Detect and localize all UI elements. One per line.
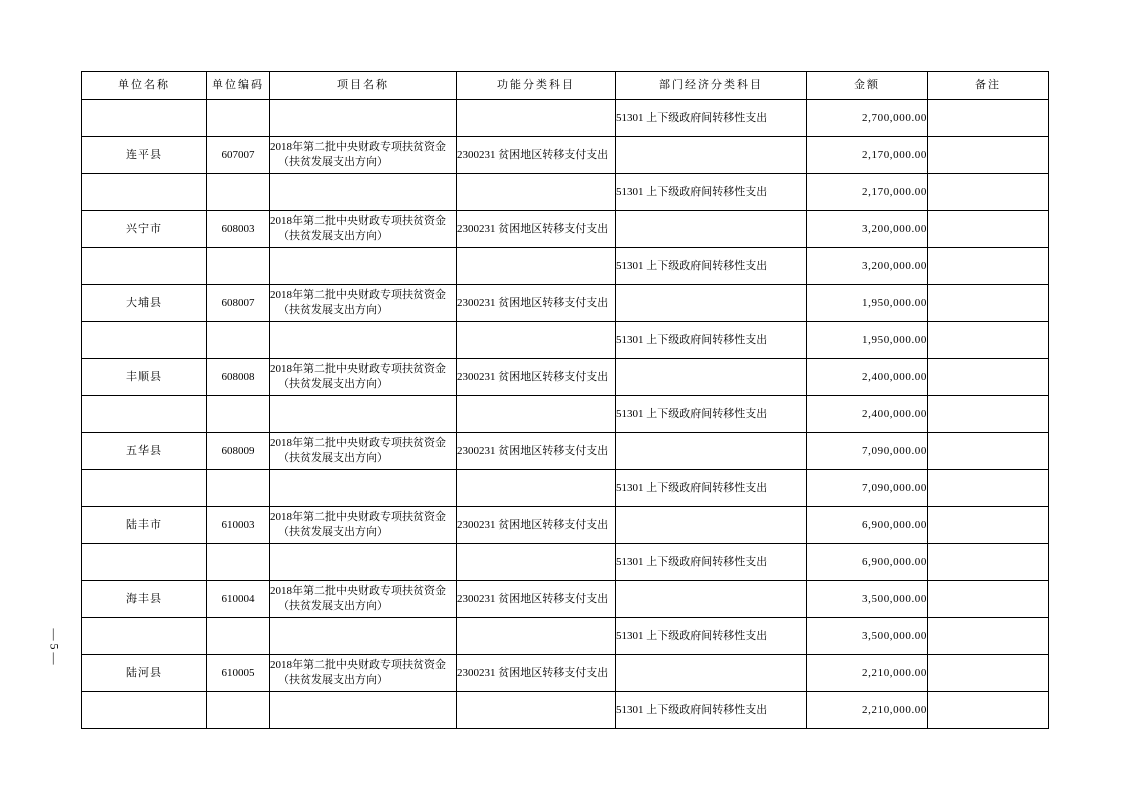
cell-amount: 3,500,000.00 bbox=[807, 581, 928, 618]
table-row bbox=[82, 581, 1049, 618]
table-row bbox=[82, 544, 1049, 581]
cell-unit-code: 608003 bbox=[207, 211, 270, 248]
cell-remark bbox=[928, 618, 1049, 655]
cell-economic-subject bbox=[616, 137, 807, 174]
project-name-line-2: （扶贫发展支出方向） bbox=[278, 156, 388, 168]
cell-economic-subject bbox=[616, 285, 807, 322]
cell-function-subject: 2300231 贫困地区转移支付支出 bbox=[457, 433, 616, 470]
project-name-line-2: （扶贫发展支出方向） bbox=[278, 230, 388, 242]
cell-unit-name: 兴宁市 bbox=[82, 211, 207, 248]
project-name-line-1: 2018年第二批中央财政专项扶贫资金 bbox=[270, 659, 446, 672]
cell-remark bbox=[928, 655, 1049, 692]
cell-function-subject: 2300231 贫困地区转移支付支出 bbox=[457, 211, 616, 248]
table-row bbox=[82, 507, 1049, 544]
cell-economic-subject: 51301 上下级政府间转移性支出 bbox=[616, 396, 807, 433]
cell-amount: 2,400,000.00 bbox=[807, 359, 928, 396]
table-row bbox=[82, 655, 1049, 692]
cell-amount: 7,090,000.00 bbox=[807, 470, 928, 507]
cell-economic-subject bbox=[616, 433, 807, 470]
cell-project-name bbox=[270, 581, 457, 618]
cell-project-name bbox=[270, 433, 457, 470]
cell-project-name bbox=[270, 100, 457, 137]
project-name-line-1: 2018年第二批中央财政专项扶贫资金 bbox=[270, 215, 446, 228]
project-name-line-1: 2018年第二批中央财政专项扶贫资金 bbox=[270, 141, 446, 154]
table-body bbox=[82, 100, 1049, 729]
project-name-line-1: 2018年第二批中央财政专项扶贫资金 bbox=[270, 585, 446, 598]
table-row bbox=[82, 322, 1049, 359]
allocation-table bbox=[81, 71, 1049, 729]
table-row bbox=[82, 618, 1049, 655]
cell-function-subject bbox=[457, 100, 616, 137]
cell-remark bbox=[928, 692, 1049, 729]
cell-project-name bbox=[270, 285, 457, 322]
cell-remark bbox=[928, 544, 1049, 581]
page-number: — 5 — bbox=[47, 628, 62, 665]
column-header-amount: 金额 bbox=[807, 72, 928, 100]
cell-economic-subject: 51301 上下级政府间转移性支出 bbox=[616, 100, 807, 137]
table-row bbox=[82, 248, 1049, 285]
cell-amount: 2,700,000.00 bbox=[807, 100, 928, 137]
cell-amount: 3,500,000.00 bbox=[807, 618, 928, 655]
cell-amount: 3,200,000.00 bbox=[807, 248, 928, 285]
cell-unit-code: 608007 bbox=[207, 285, 270, 322]
cell-amount: 2,400,000.00 bbox=[807, 396, 928, 433]
cell-amount: 6,900,000.00 bbox=[807, 544, 928, 581]
project-name-line-2: （扶贫发展支出方向） bbox=[278, 304, 388, 316]
cell-unit-name bbox=[82, 322, 207, 359]
cell-unit-code: 608008 bbox=[207, 359, 270, 396]
table-header bbox=[82, 72, 1049, 100]
cell-remark bbox=[928, 211, 1049, 248]
cell-project-name bbox=[270, 211, 457, 248]
cell-function-subject bbox=[457, 692, 616, 729]
cell-unit-code bbox=[207, 470, 270, 507]
cell-unit-code bbox=[207, 322, 270, 359]
cell-project-name bbox=[270, 359, 457, 396]
cell-remark bbox=[928, 100, 1049, 137]
cell-amount: 2,170,000.00 bbox=[807, 137, 928, 174]
cell-unit-name bbox=[82, 544, 207, 581]
cell-project-name bbox=[270, 137, 457, 174]
cell-remark bbox=[928, 248, 1049, 285]
column-header-remark: 备注 bbox=[928, 72, 1049, 100]
project-name-line-2: （扶贫发展支出方向） bbox=[278, 526, 388, 538]
cell-remark bbox=[928, 470, 1049, 507]
table-row bbox=[82, 211, 1049, 248]
cell-unit-name: 丰顺县 bbox=[82, 359, 207, 396]
table-row bbox=[82, 174, 1049, 211]
cell-remark bbox=[928, 581, 1049, 618]
cell-unit-name: 连平县 bbox=[82, 137, 207, 174]
cell-remark bbox=[928, 174, 1049, 211]
cell-amount: 7,090,000.00 bbox=[807, 433, 928, 470]
cell-unit-name bbox=[82, 396, 207, 433]
cell-function-subject: 2300231 贫困地区转移支付支出 bbox=[457, 359, 616, 396]
table-row bbox=[82, 433, 1049, 470]
project-name-line-2: （扶贫发展支出方向） bbox=[278, 600, 388, 612]
cell-economic-subject bbox=[616, 581, 807, 618]
cell-economic-subject bbox=[616, 655, 807, 692]
cell-unit-name bbox=[82, 174, 207, 211]
table-row bbox=[82, 100, 1049, 137]
table-row bbox=[82, 692, 1049, 729]
cell-unit-name: 海丰县 bbox=[82, 581, 207, 618]
cell-function-subject: 2300231 贫困地区转移支付支出 bbox=[457, 507, 616, 544]
table-row bbox=[82, 359, 1049, 396]
cell-remark bbox=[928, 507, 1049, 544]
cell-economic-subject: 51301 上下级政府间转移性支出 bbox=[616, 692, 807, 729]
cell-project-name bbox=[270, 174, 457, 211]
cell-unit-code bbox=[207, 544, 270, 581]
project-name-line-1: 2018年第二批中央财政专项扶贫资金 bbox=[270, 363, 446, 376]
cell-function-subject: 2300231 贫困地区转移支付支出 bbox=[457, 285, 616, 322]
cell-project-name bbox=[270, 655, 457, 692]
column-header-economic-subject: 部门经济分类科目 bbox=[616, 72, 807, 100]
cell-amount: 2,210,000.00 bbox=[807, 692, 928, 729]
cell-project-name bbox=[270, 692, 457, 729]
cell-function-subject bbox=[457, 470, 616, 507]
cell-function-subject bbox=[457, 544, 616, 581]
project-name-line-2: （扶贫发展支出方向） bbox=[278, 378, 388, 390]
cell-function-subject bbox=[457, 618, 616, 655]
cell-unit-code: 607007 bbox=[207, 137, 270, 174]
cell-economic-subject: 51301 上下级政府间转移性支出 bbox=[616, 544, 807, 581]
table-header-row bbox=[82, 72, 1049, 100]
column-header-function-subject: 功能分类科目 bbox=[457, 72, 616, 100]
cell-unit-name bbox=[82, 248, 207, 285]
cell-remark bbox=[928, 137, 1049, 174]
table-row bbox=[82, 396, 1049, 433]
cell-function-subject: 2300231 贫困地区转移支付支出 bbox=[457, 655, 616, 692]
cell-amount: 1,950,000.00 bbox=[807, 285, 928, 322]
column-header-unit-name: 单位名称 bbox=[82, 72, 207, 100]
project-name-line-1: 2018年第二批中央财政专项扶贫资金 bbox=[270, 437, 446, 450]
project-name-line-1: 2018年第二批中央财政专项扶贫资金 bbox=[270, 511, 446, 524]
cell-unit-code bbox=[207, 618, 270, 655]
cell-unit-name: 五华县 bbox=[82, 433, 207, 470]
cell-remark bbox=[928, 359, 1049, 396]
cell-unit-code: 608009 bbox=[207, 433, 270, 470]
cell-function-subject bbox=[457, 248, 616, 285]
cell-amount: 6,900,000.00 bbox=[807, 507, 928, 544]
cell-unit-name: 陆河县 bbox=[82, 655, 207, 692]
cell-amount: 2,210,000.00 bbox=[807, 655, 928, 692]
cell-unit-name: 大埔县 bbox=[82, 285, 207, 322]
cell-unit-name bbox=[82, 100, 207, 137]
cell-unit-code bbox=[207, 396, 270, 433]
cell-project-name bbox=[270, 507, 457, 544]
table-row bbox=[82, 285, 1049, 322]
cell-unit-code bbox=[207, 248, 270, 285]
cell-unit-name bbox=[82, 470, 207, 507]
cell-economic-subject: 51301 上下级政府间转移性支出 bbox=[616, 618, 807, 655]
cell-economic-subject: 51301 上下级政府间转移性支出 bbox=[616, 248, 807, 285]
cell-economic-subject bbox=[616, 359, 807, 396]
cell-unit-code bbox=[207, 174, 270, 211]
table-row bbox=[82, 470, 1049, 507]
cell-function-subject: 2300231 贫困地区转移支付支出 bbox=[457, 137, 616, 174]
cell-function-subject: 2300231 贫困地区转移支付支出 bbox=[457, 581, 616, 618]
cell-amount: 1,950,000.00 bbox=[807, 322, 928, 359]
cell-amount: 2,170,000.00 bbox=[807, 174, 928, 211]
cell-unit-code bbox=[207, 100, 270, 137]
cell-remark bbox=[928, 396, 1049, 433]
table-row bbox=[82, 137, 1049, 174]
cell-remark bbox=[928, 285, 1049, 322]
cell-project-name bbox=[270, 322, 457, 359]
column-header-unit-code: 单位编码 bbox=[207, 72, 270, 100]
project-name-line-1: 2018年第二批中央财政专项扶贫资金 bbox=[270, 289, 446, 302]
cell-economic-subject: 51301 上下级政府间转移性支出 bbox=[616, 470, 807, 507]
cell-unit-code: 610004 bbox=[207, 581, 270, 618]
cell-economic-subject bbox=[616, 507, 807, 544]
cell-unit-name bbox=[82, 692, 207, 729]
cell-unit-name: 陆丰市 bbox=[82, 507, 207, 544]
cell-function-subject bbox=[457, 174, 616, 211]
cell-economic-subject: 51301 上下级政府间转移性支出 bbox=[616, 322, 807, 359]
cell-project-name bbox=[270, 544, 457, 581]
cell-unit-code bbox=[207, 692, 270, 729]
cell-project-name bbox=[270, 396, 457, 433]
cell-amount: 3,200,000.00 bbox=[807, 211, 928, 248]
cell-project-name bbox=[270, 470, 457, 507]
cell-function-subject bbox=[457, 322, 616, 359]
cell-unit-code: 610003 bbox=[207, 507, 270, 544]
cell-remark bbox=[928, 433, 1049, 470]
cell-economic-subject: 51301 上下级政府间转移性支出 bbox=[616, 174, 807, 211]
cell-unit-name bbox=[82, 618, 207, 655]
project-name-line-2: （扶贫发展支出方向） bbox=[278, 674, 388, 686]
project-name-line-2: （扶贫发展支出方向） bbox=[278, 452, 388, 464]
cell-project-name bbox=[270, 618, 457, 655]
cell-project-name bbox=[270, 248, 457, 285]
cell-remark bbox=[928, 322, 1049, 359]
column-header-project-name: 项目名称 bbox=[270, 72, 457, 100]
cell-unit-code: 610005 bbox=[207, 655, 270, 692]
cell-function-subject bbox=[457, 396, 616, 433]
cell-economic-subject bbox=[616, 211, 807, 248]
